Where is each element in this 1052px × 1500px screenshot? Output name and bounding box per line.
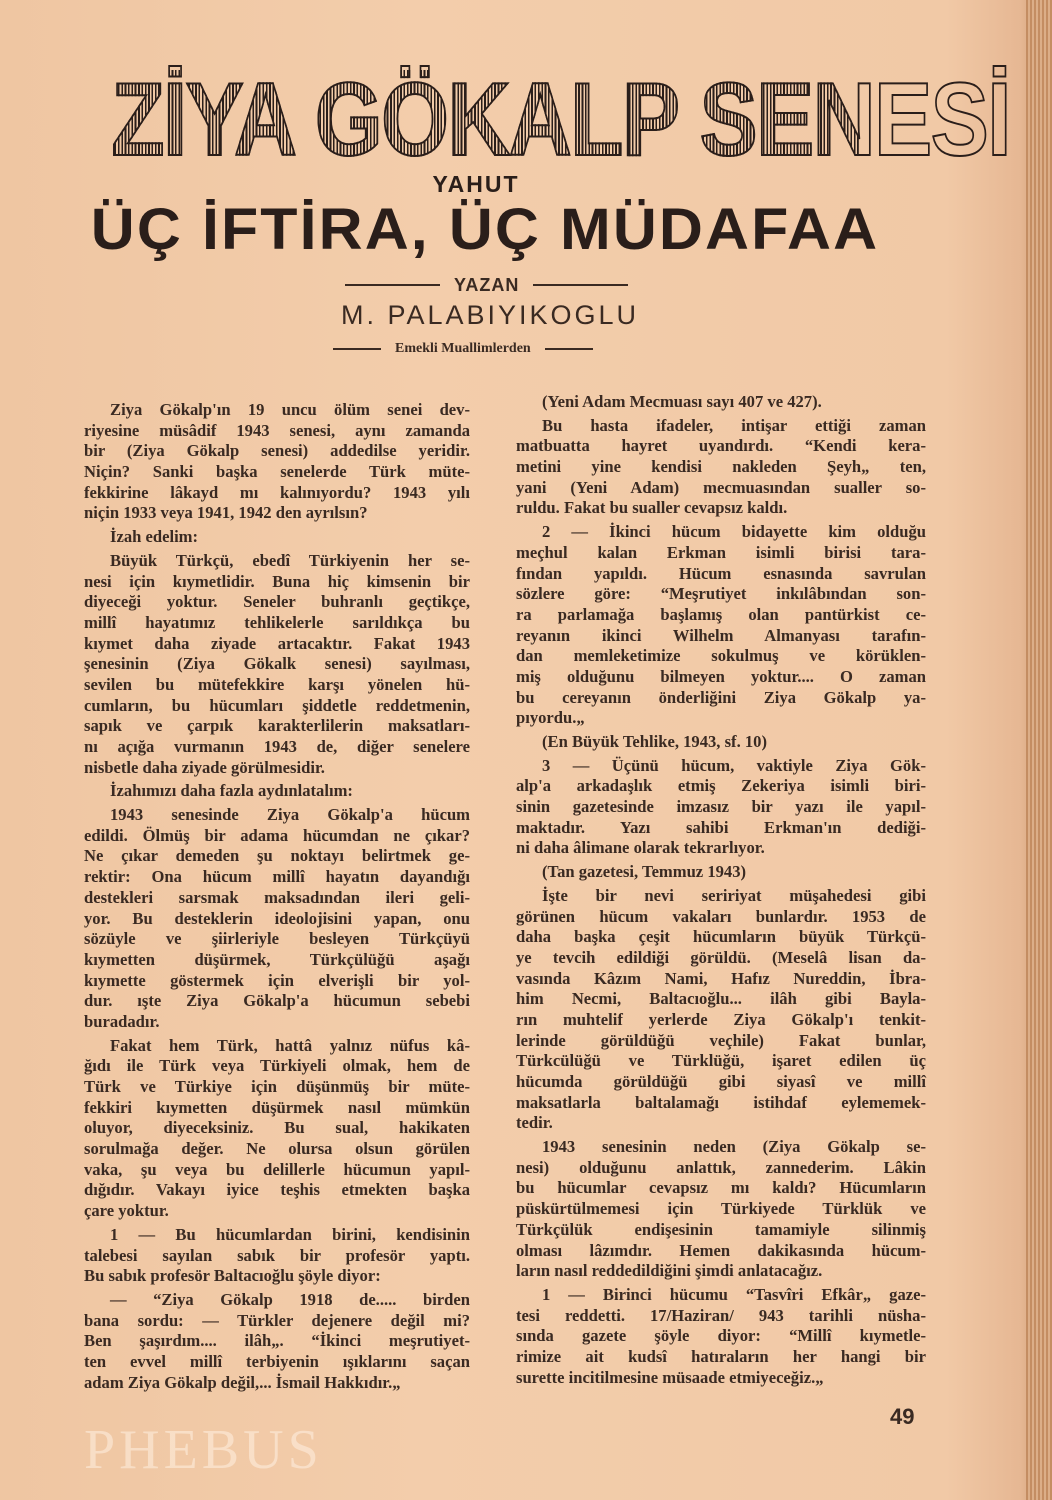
text-line: (En Büyük Tehlike, 1943, sf. 10) — [542, 732, 768, 751]
text-line: (Yeni Adam Mecmuası sayı 407 ve 427). — [542, 392, 822, 411]
text-line: olması lâzımdır. Hemen dakikasında hücum- — [516, 1240, 926, 1260]
text-line: lerinde görüldüğü veçhile) Fakat bunlar, — [516, 1030, 926, 1050]
right-column — [516, 392, 926, 1391]
text-line: diyeceği yoktur. Seneler buhranlı geçtikçe, — [84, 592, 470, 612]
text-line: Ziya Gökalp'ın 19 uncu ölüm senei dev- — [110, 400, 470, 419]
page-edge — [1026, 0, 1052, 1500]
text-line: Ben şaşırdım.... ilâh„. “İkinci meşrutiyet- — [84, 1331, 470, 1351]
text-line: pıyordu.„ — [516, 708, 585, 728]
text-line: maksatlarla baltalamağı istihdaf eylememek- — [516, 1092, 926, 1112]
text-line: niçin 1933 veya 1941, 1942 den ayrılsın? — [84, 503, 368, 523]
text-line: Türkcülüğü ve Türklüğü, işaret edilen üç — [516, 1051, 926, 1071]
byline-row — [345, 274, 628, 296]
text-line: nesi) olduğunu anlattık, zannederim. Lâkin — [516, 1157, 926, 1177]
text-line: vaka, şu veya bu delillerle hücumun yapıl- — [84, 1159, 470, 1179]
text-line: sorulmağa değer. Ne olursa olsun görülen — [84, 1139, 470, 1159]
text-line: rektir: Ona hücum millî hayatın dayandığı — [84, 867, 470, 887]
text-line: bu hücumlar cevapsız mı kaldı? Hücumların — [516, 1178, 926, 1198]
text-line: nisbetle daha ziyade görülmesidir. — [84, 757, 325, 777]
text-line: daha başka çeşit hücumların büyük Türkçü- — [516, 927, 926, 947]
text-line: reyanın ikinci Wilhelm Almanyası tarafın- — [516, 625, 926, 645]
text-line: İzahımızı daha fazla aydınlatalım: — [110, 781, 353, 801]
paragraph — [516, 1137, 926, 1285]
paragraph — [84, 781, 470, 805]
text-line: tesi reddetti. 17/Haziran/ 943 tarihli nüsha- — [516, 1305, 926, 1325]
text-line: sevilen bu mütefekkire karşı yönelen hü- — [84, 674, 470, 694]
text-line: Ne çıkar demeden şu noktayı belirtmek ge- — [84, 846, 470, 866]
text-line: sinin gazetesinde imzasız bir yazı ile yapıl- — [516, 797, 926, 817]
text-line: fekkirine lâkayd mı kalınıyordu? 1943 yılı — [84, 482, 470, 502]
divider — [533, 284, 628, 286]
text-line: çare yoktur. — [84, 1201, 169, 1221]
paragraph — [516, 392, 926, 416]
paragraph — [84, 805, 470, 1036]
headline-title: ZİYA GÖKALP SENESİ — [111, 62, 1010, 178]
text-line: rimize ait kudsî hatıraların her hangi bir — [516, 1346, 926, 1366]
text-line: bana sordu: — Türkler dejenere değil mi? — [84, 1310, 470, 1330]
text-line: nesi için kıymetlidir. Buna hiç kimsenin bir — [84, 571, 470, 591]
text-line: yani (Yeni Adam) mecmuasından sualler so- — [516, 477, 926, 497]
text-line: kıymet daha ziyade artacaktır. Fakat 1943 — [84, 633, 470, 653]
text-line: edildi. Ölmüş bir adama hücumdan ne çıkar? — [84, 825, 470, 845]
text-line: Fakat hem Türk, hattâ yalnız nüfus kâ- — [110, 1035, 470, 1055]
divider — [345, 284, 440, 286]
text-line: ten evvel millî terbiyenin ışıklarını saçan — [84, 1351, 470, 1371]
text-line: görünen hücum vakaları bunlardır. 1953 de — [516, 906, 926, 926]
text-line: Bu hasta ifadeler, intişar ettiği zaman — [542, 415, 926, 435]
paragraph — [516, 732, 926, 756]
text-line: sözlere göre: “Meşrutiyet inkılâbından son- — [516, 584, 926, 604]
text-line: dan memleketimize sokulmuş ve körüklen- — [516, 646, 926, 666]
text-line: destekleri sarsmak maksadından ileri geli- — [84, 887, 470, 907]
paragraph — [84, 1225, 470, 1290]
headline-connector: YAHUT — [432, 171, 520, 197]
text-line: (Tan gazetesi, Temmuz 1943) — [542, 862, 747, 882]
text-line: alp'a arkadaşlık etmiş Zekeriya isimli biri- — [516, 776, 926, 796]
text-line: adam Ziya Gökalp değil,... İsmail Hakkıdır.„ — [84, 1372, 401, 1392]
author-note: Emekli Muallimlerden — [395, 341, 531, 356]
text-line: Büyük Türkçü, ebedî Türkiyenin her se- — [110, 550, 470, 570]
text-line: Türkçülük endişesinin tamamiyle silinmiş — [516, 1219, 926, 1239]
paragraph — [84, 527, 470, 551]
paragraph — [516, 522, 926, 732]
text-line: 1 — Bu hücumlardan birini, kendisinin — [110, 1224, 470, 1244]
paragraph — [516, 1285, 926, 1391]
text-line: vasında Kâzım Nami, Hafız Nureddin, İbra- — [516, 968, 926, 988]
text-line: püskürtülmemesi için Türkiyede Türklük ve — [516, 1199, 926, 1219]
divider — [333, 348, 381, 350]
text-line: dığıdır. Vakayı iyice teşhis etmekten başka — [84, 1180, 470, 1200]
divider — [545, 348, 593, 350]
paragraph — [516, 886, 926, 1137]
text-line: meçhul kalan Erkman isimli birisi tara- — [516, 542, 926, 562]
text-line: 2 — İkinci hücum bidayette kim olduğu — [542, 522, 926, 542]
text-line: Niçin? Sanki başka senelerde Türk müte- — [84, 462, 470, 482]
text-line: 1943 senesinin neden (Ziya Gökalp se- — [542, 1137, 926, 1157]
paragraph — [84, 400, 470, 527]
text-line: tedir. — [516, 1113, 553, 1133]
text-line: şenesinin (Ziya Gökalk senesi) sayılması, — [84, 654, 470, 674]
paragraph — [84, 551, 470, 782]
text-line: fından yapıldı. Hücum esnasında savrulan — [516, 563, 926, 583]
page-number: 49 — [890, 1404, 915, 1429]
text-line: Bu sabık profesör Baltacıoğlu şöyle diyor: — [84, 1266, 381, 1286]
byline-label: YAZAN — [454, 275, 520, 295]
text-line: surette incitilmesine müsaade etmiyeceğiz.„ — [516, 1367, 824, 1387]
text-line: talebesi sayılan sabık bir profesör yaptı. — [84, 1245, 470, 1265]
text-line: 1943 senesinde Ziya Gökalp'a hücum — [110, 805, 470, 825]
text-line: hücumda görüldüğü gibi siyasî ve millî — [516, 1072, 926, 1091]
text-line: rın muhtelif yerlerde Ziya Gökalp'ı tenkit- — [516, 1009, 926, 1029]
text-line: — “Ziya Gökalp 1918 de..... birden — [110, 1289, 470, 1309]
text-line: kıymetten düşürmek, Türkçülüğü aşağı — [84, 949, 470, 969]
text-line: ruldu. Fakat bu sualler cevapsız kaldı. — [516, 498, 788, 518]
text-line: maktadır. Yazı sahibi Erkman'ın dediği- — [516, 817, 926, 837]
text-line: ğıdı ile Türk veya Türkiyeli olmak, hem de — [84, 1056, 470, 1076]
text-line: millî hayatımız tehlikelerle sarıldıkça bu — [84, 612, 470, 632]
text-line: metini yine kendisi nakleden Şeyh„ ten, — [516, 457, 926, 477]
text-line: cumların, bu hücumları şiddetle reddetmenin, — [84, 695, 470, 715]
text-line: sında gazete şöyle diyor: “Millî kıymetle- — [516, 1326, 926, 1346]
text-line: riyesine müsâdif 1943 senesi, aynı zamanda — [84, 420, 470, 440]
text-line: ye tevcih edildiği görüldü. (Meselâ lisan da- — [516, 947, 926, 967]
text-line: yor. Bu desteklerin ideolojisini yapan, onu — [84, 908, 470, 928]
text-line: kıymette göstermek için elverişli bir yol- — [84, 970, 470, 990]
text-line: Türk ve Türkiye için düşünmüş bir müte- — [84, 1077, 470, 1096]
text-line: him Necmi, Baltacıoğlu... ilâh gibi Bayla- — [516, 989, 926, 1009]
text-line: buradadır. — [84, 1011, 160, 1031]
text-line: sapık ve çarpık karakterlilerin maksatları- — [84, 716, 470, 736]
text-line: bu cereyanın önderliğini Ziya Gökalp ya- — [516, 687, 926, 707]
text-line: İzah edelim: — [110, 527, 199, 547]
author-note-row — [333, 340, 593, 358]
text-line: İşte bir nevi seririyat müşahedesi gibi — [542, 885, 926, 905]
text-line: ra parlamağa başlamış olan pantürkist ce- — [516, 604, 926, 624]
left-column — [84, 400, 470, 1396]
paragraph — [84, 1036, 470, 1225]
text-line: sözüyle ve şiirleriyle besleyen Türkçüyü — [84, 929, 470, 949]
text-line: miş olduğunu bilmeyen yoktur.... O zaman — [516, 666, 926, 686]
text-line: dur. ışte Ziya Gökalp'a hücumun sebebi — [84, 991, 470, 1011]
text-line: oluyor, diyeceksiniz. Bu sual, hakikaten — [84, 1118, 470, 1138]
text-line: matbuatta hayret uyandırdı. “Kendi kera- — [516, 436, 926, 456]
text-line: nı açığa vurmanın 1943 de, diğer senelere — [84, 737, 470, 756]
text-line: ni daha âlimane olarak tekrarlıyor. — [516, 838, 765, 858]
headline-subtitle: ÜÇ İFTİRA, ÜÇ MÜDAFAA — [90, 197, 880, 262]
text-line: bir (Ziya Gökalp senesi) addedilse yeridir. — [84, 441, 470, 461]
watermark: PHEBUS — [84, 1419, 323, 1481]
paragraph — [84, 1290, 470, 1396]
paragraph — [516, 416, 926, 522]
text-line: 1 — Birinci hücumu “Tasvîri Efkâr„ gaze- — [542, 1284, 926, 1304]
text-line: 3 — Üçünü hücum, vaktiyle Ziya Gök- — [542, 755, 926, 775]
text-line: fekkiri kıymetten düşürmek nasıl mümkün — [84, 1097, 470, 1117]
paragraph — [516, 862, 926, 886]
author-name: M. PALABIYIKOGLU — [340, 300, 640, 330]
text-line: ların nasıl reddedildiğini şimdi anlatacağız. — [516, 1261, 823, 1281]
paragraph — [516, 756, 926, 862]
